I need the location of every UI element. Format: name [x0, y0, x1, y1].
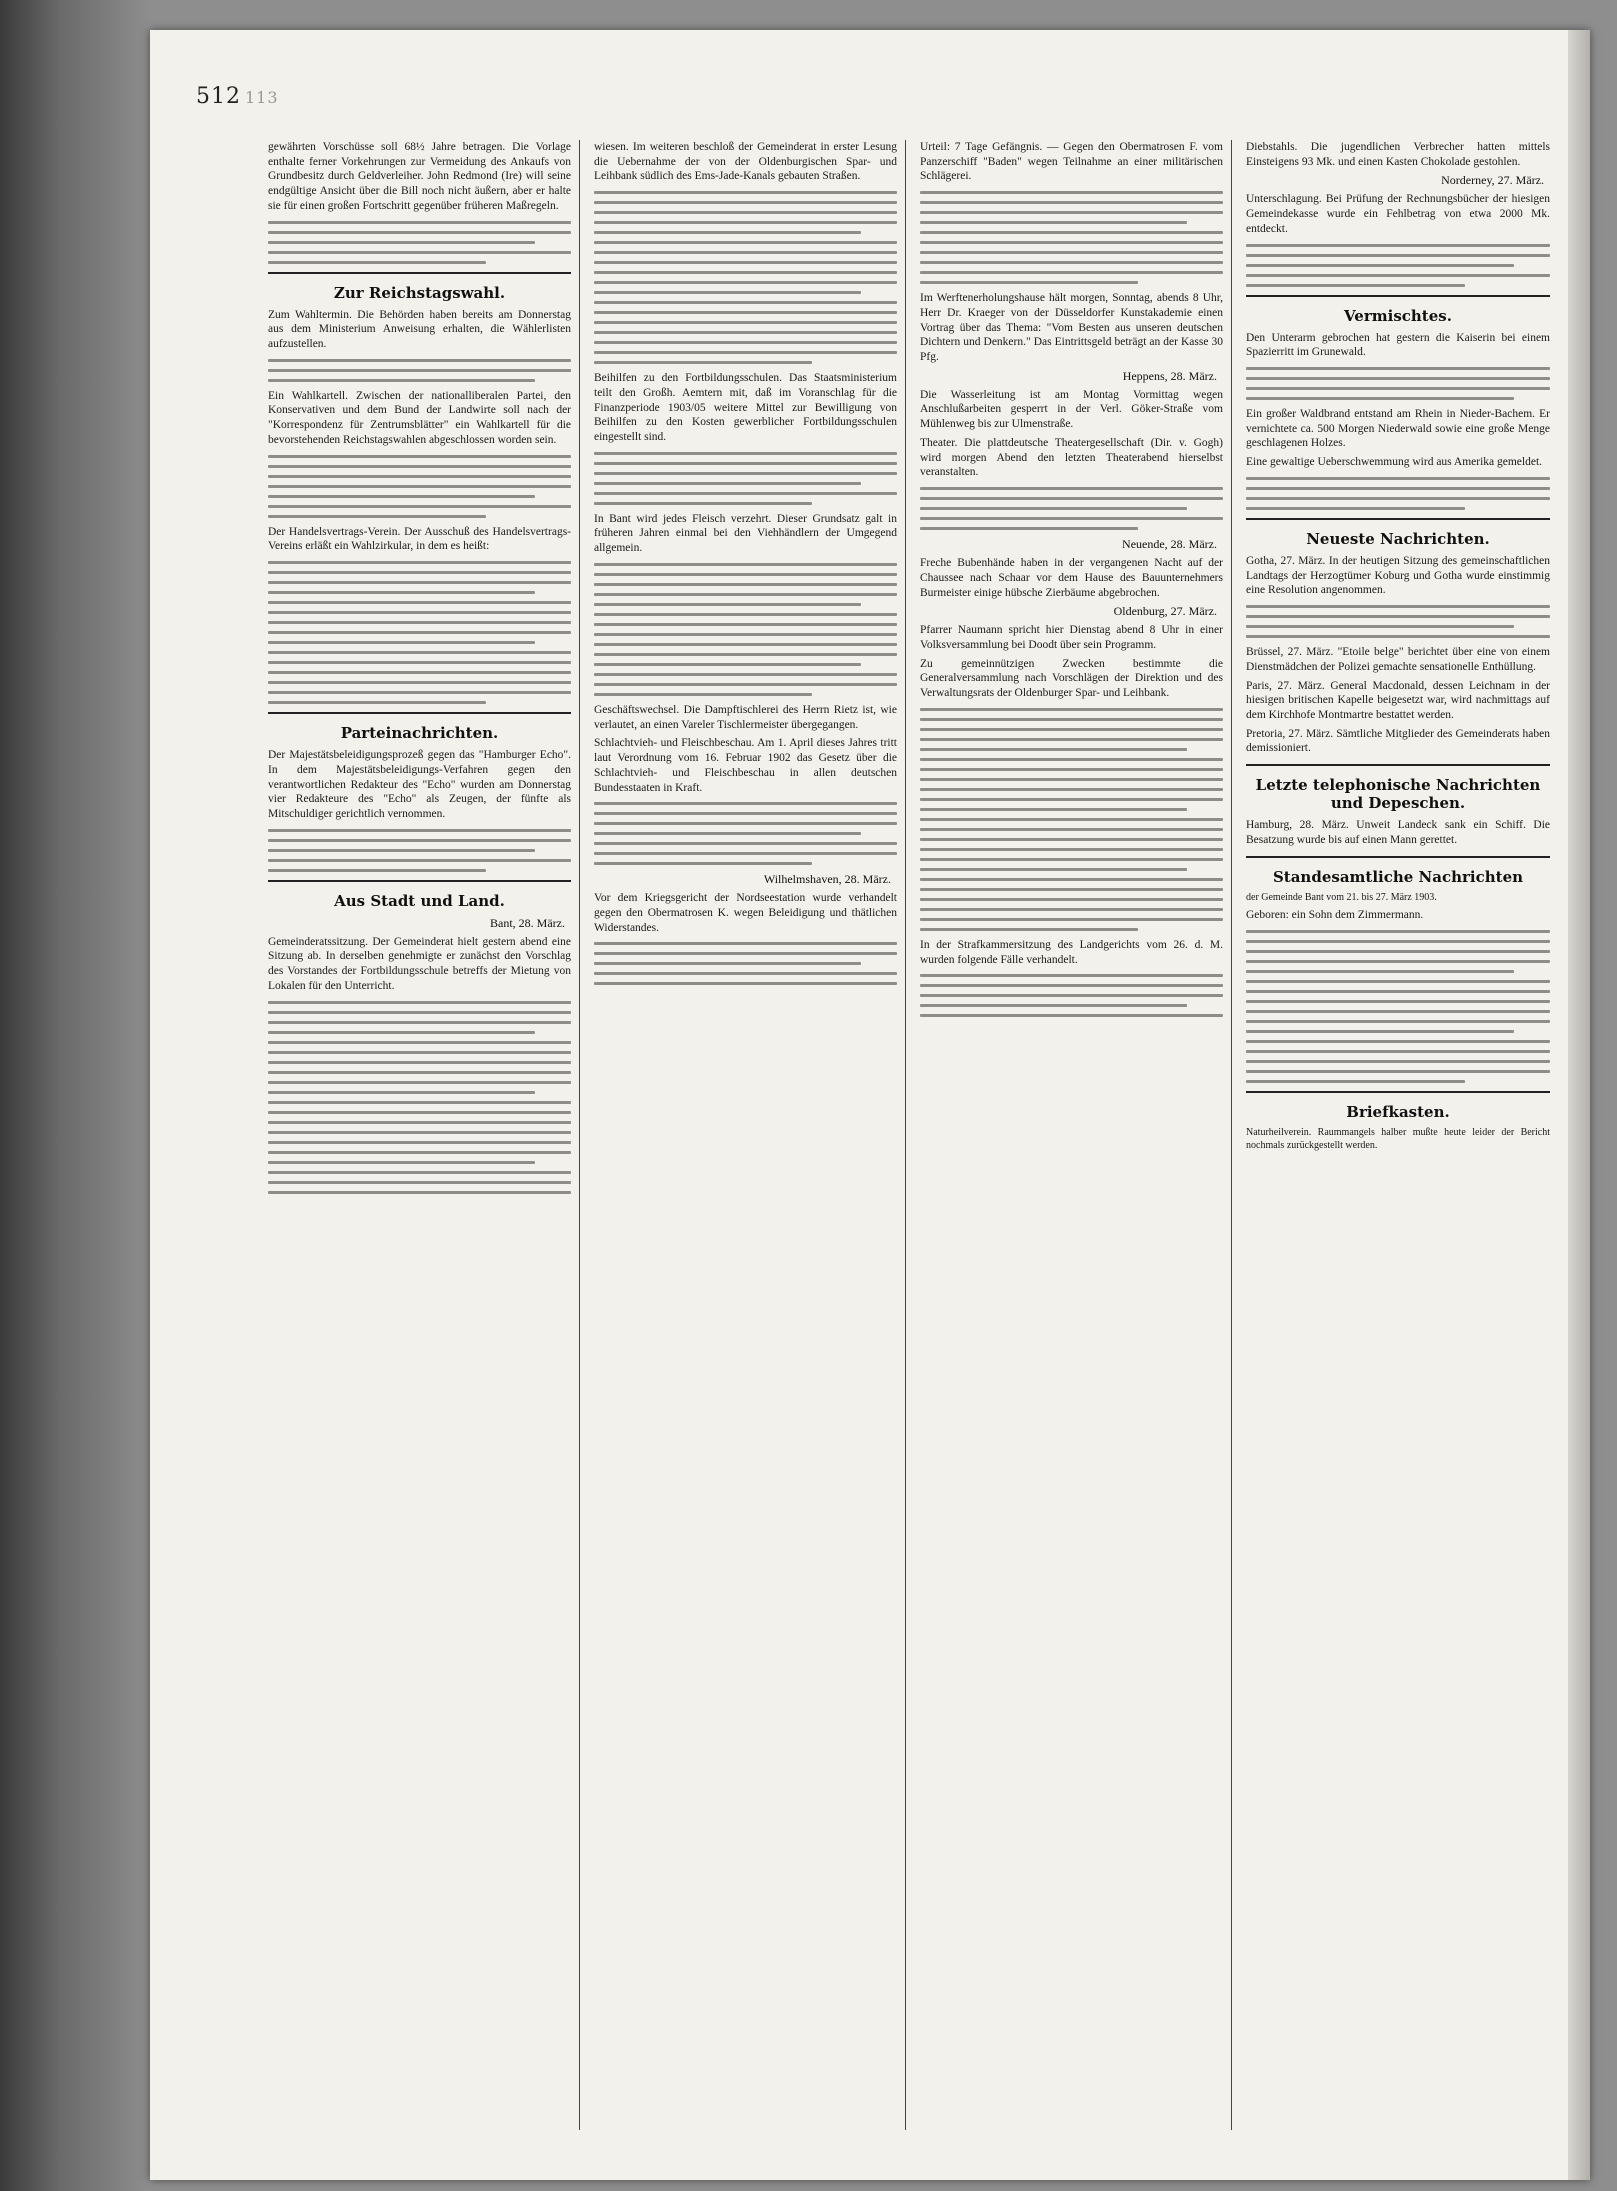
- section-rule: [1246, 295, 1550, 297]
- text-lines: [268, 221, 571, 264]
- section-title: Standesamtliche Nachrichten: [1272, 867, 1524, 886]
- intro-paragraph: gewährten Vorschüsse soll 68½ Jahre betragen. Die Vorlage enthalte ferner Vorkehrungen zur Vermeidung des Ankaufs von Grundbesitz durch Geldverleiher. John Redmond (Ire) will seine endgültige Ansicht über die Bill noch nicht äußern, aber er halte sie für einen großen Fortschritt gegenüber früheren Maßregeln.: [268, 141, 571, 212]
- paragraph: Naturheilverein. Raummangels halber mußte heute leider der Bericht nochmals zurückgestellt werden.: [1246, 1127, 1550, 1151]
- section-title: Aus Stadt und Land.: [334, 891, 505, 910]
- section-rule: [268, 712, 571, 714]
- page-number-value: 512: [196, 84, 241, 109]
- paragraph: Urteil: 7 Tage Gefängnis. — Gegen den Obermatrosen F. vom Panzerschiff "Baden" wegen Teilnahme an einer militärischen Schlägerei.: [920, 141, 1223, 183]
- article-columns: [268, 140, 1558, 2130]
- paragraph: Schlachtvieh- und Fleischbeschau. Am 1. April dieses Jahres tritt laut Verordnung vom 16. Februar 1902 das Gesetz über die Schlachtvieh- und Fleischbeschau in allen deutschen Bundesstaaten in Kraft.: [594, 737, 897, 794]
- dateline: Wilhelmshaven, 28. März.: [763, 872, 891, 887]
- text-lines: [1246, 605, 1550, 638]
- text-lines: [594, 942, 897, 985]
- paragraph: Der Handelsvertrags-Verein. Der Ausschuß des Handelsvertrags-Vereins erläßt ein Wahlzirkular, in dem es heißt:: [268, 525, 571, 553]
- paragraph: Diebstahls. Die jugendlichen Verbrecher hatten mittels Einsteigens 93 Mk. und einen Kasten Chokolade gestohlen.: [1246, 141, 1550, 168]
- section-rule: [268, 272, 571, 274]
- section-title: Neueste Nachrichten.: [1306, 529, 1490, 548]
- paragraph: Zu gemeinnützigen Zwecken bestimmte die Generalversammlung nach Vorschlägen der Direktion und des Verwaltungsrats der Oldenburger Spar- und Leihbank.: [920, 657, 1223, 700]
- dateline: Norderney, 27. März.: [1441, 173, 1544, 188]
- section-title: Letzte telephonische Nachrichten und Depeschen.: [1255, 776, 1541, 813]
- text-lines: [268, 829, 571, 872]
- text-lines: [594, 191, 897, 364]
- text-lines: [920, 487, 1223, 530]
- paragraph: Im Werftenerholungshause hält morgen, Sonntag, abends 8 Uhr, Herr Dr. Kraeger von der Düsseldorfer Kunstakademie einen Vortrag über das Thema: "Vom Besten aus unseren deutschen Dichtern und Denkern." Das Eintrittsgeld beträgt an der Kasse 30 Pfg.: [920, 292, 1223, 364]
- paragraph: Hamburg, 28. März. Unweit Landeck sank ein Schiff. Die Besatzung wurde bis auf einen Mann gerettet.: [1246, 819, 1550, 846]
- text-lines: [594, 802, 897, 865]
- paragraph: Freche Bubenhände haben in der vergangenen Nacht auf der Chaussee nach Schaar vor dem Hause des Bauunternehmers Burmeister einige hübsche Zierbäume abgebrochen.: [920, 557, 1223, 599]
- dateline: Oldenburg, 27. März.: [1113, 604, 1217, 619]
- text-lines: [1246, 367, 1550, 400]
- paragraph: wiesen. Im weiteren beschloß der Gemeinderat in erster Lesung die Uebernahme der von der Oldenburgischen Spar- und Leihbank südlich des Ems-Jade-Kanals gebauten Straßen.: [594, 141, 897, 183]
- paragraph: Den Unterarm gebrochen hat gestern die Kaiserin bei einem Spazierritt im Grunewald.: [1246, 331, 1550, 359]
- section-title: Zur Reichstagswahl.: [333, 283, 506, 302]
- paragraph: Eine gewaltige Ueberschwemmung wird aus Amerika gemeldet.: [1246, 456, 1543, 469]
- column-4: [1246, 140, 1558, 2130]
- column-1: [268, 140, 580, 2130]
- text-lines: [920, 708, 1223, 931]
- text-lines: [594, 452, 897, 505]
- dateline: Neuende, 28. März.: [1122, 537, 1217, 552]
- text-lines: [1246, 244, 1550, 287]
- book-binding: [0, 0, 150, 2191]
- newspaper-page: [150, 30, 1590, 2180]
- section-title: Parteinachrichten.: [340, 724, 499, 743]
- section-rule: [1246, 856, 1550, 858]
- section-title: Briefkasten.: [1346, 1103, 1450, 1122]
- paragraph: Pretoria, 27. März. Sämtliche Mitglieder des Gemeinderats haben demissioniert.: [1246, 727, 1550, 755]
- paragraph: Brüssel, 27. März. "Etoile belge" berichtet über eine von einem Dienstmädchen der Polizei gemachte sensationelle Enthüllung.: [1246, 646, 1550, 673]
- page-number-ghost: 113: [245, 88, 279, 107]
- paragraph: Ein großer Waldbrand entstand am Rhein in Nieder-Bachem. Er vernichtete ca. 500 Morgen Niederwald sowie eine große Menge geschlagenen Holzes.: [1246, 408, 1550, 450]
- paragraph: Zum Wahltermin. Die Behörden haben bereits am Donnerstag aus dem Ministerium Anweisung erhalten, die Wählerlisten aufzustellen.: [268, 308, 571, 351]
- dateline: Heppens, 28. März.: [1122, 368, 1217, 383]
- paragraph: Ein Wahlkartell. Zwischen der nationalliberalen Partei, den Konservativen und dem Bund der Landwirte soll nach der "Korrespondenz für Zentrumsblätter" ein Wahlkartell für die bevorstehenden Reichstagswahlen abgeschlossen worden sein.: [268, 389, 571, 446]
- text-lines: [920, 191, 1223, 284]
- paragraph: Gotha, 27. März. In der heutigen Sitzung des gemeinschaftlichen Landtags der Herzogtümer Koburg und Gotha wurde einstimmig eine Resolution angenommen.: [1246, 554, 1550, 597]
- section-rule: [1246, 1091, 1550, 1093]
- dateline: Bant, 28. März.: [490, 915, 565, 930]
- text-lines: [1246, 477, 1550, 510]
- paragraph: In Bant wird jedes Fleisch verzehrt. Dieser Grundsatz galt in früheren Jahren einmal bei den Viehhändlern der Umgegend allgemein.: [594, 512, 897, 555]
- text-lines: [920, 974, 1223, 1017]
- paragraph: Beihilfen zu den Fortbildungsschulen. Das Staatsministerium teilt den Großh. Aemtern mit, daß im Voranschlag für die Finanzperiode 1903/05 weitere Mittel zur Bewilligung von Beihilfen zu den Kosten gewerblicher Fortbildungsschulen eingestellt sind.: [594, 372, 897, 444]
- paragraph: Die Wasserleitung ist am Montag Vormittag wegen Anschlußarbeiten gesperrt in der Verl. Göker-Straße vom Mühlenweg bis zur Ulmenstraße.: [920, 388, 1223, 431]
- text-lines: [268, 359, 571, 382]
- paragraph: Geboren: ein Sohn dem Zimmermann.: [1246, 909, 1424, 922]
- page-edge: [1568, 30, 1590, 2180]
- section-rule: [1246, 764, 1550, 766]
- paragraph: In der Strafkammersitzung des Landgerichts vom 26. d. M. wurden folgende Fälle verhandelt.: [920, 938, 1223, 966]
- text-lines: [1246, 930, 1550, 1083]
- paragraph: Vor dem Kriegsgericht der Nordseestation wurde verhandelt gegen den Obermatrosen K. wegen Beleidigung und thätlichen Widerstandes.: [594, 892, 897, 934]
- text-lines: [268, 561, 571, 704]
- text-lines: [268, 455, 571, 518]
- section-rule: [268, 880, 571, 882]
- page-number: [196, 84, 279, 109]
- section-subtitle: der Gemeinde Bant vom 21. bis 27. März 1903.: [1246, 891, 1437, 903]
- section-title: Vermischtes.: [1344, 306, 1452, 325]
- column-2: [594, 140, 906, 2130]
- paragraph: Paris, 27. März. General Macdonald, dessen Leichnam in der hiesigen britischen Kapelle beigesetzt war, wird nachmittags auf dem Kirchhofe Montmartre bestattet werden.: [1246, 679, 1550, 721]
- section-rule: [1246, 518, 1550, 520]
- paragraph: Der Majestätsbeleidigungsprozeß gegen das "Hamburger Echo". In dem Majestätsbeleidigungs-Verfahren gegen den verantwortlichen Redakteur des "Echo" wurden am Donnerstag vier Redakteure des "Echo" als Zeugen, der fünfte als Mitschuldiger gerichtlich vernommen.: [268, 749, 571, 820]
- column-3: [920, 140, 1232, 2130]
- text-lines: [594, 563, 897, 696]
- paragraph: Geschäftswechsel. Die Dampftischlerei des Herrn Rietz ist, wie verlautet, an einen Vareler Tischlermeister übergegangen.: [594, 703, 897, 731]
- paragraph: Unterschlagung. Bei Prüfung der Rechnungsbücher der hiesigen Gemeindekasse wurde ein Fehlbetrag von etwa 2000 Mk. entdeckt.: [1246, 193, 1550, 235]
- paragraph: Gemeinderatssitzung. Der Gemeinderat hielt gestern abend eine Sitzung ab. In derselben genehmigte er zunächst den Vorschlag des Vorstandes der Fortbildungsschule betreffs der Mietung von Lokalen für den Unterricht.: [268, 935, 571, 992]
- paragraph: Pfarrer Naumann spricht hier Dienstag abend 8 Uhr in einer Volksversammlung bei Doodt über sein Programm.: [920, 624, 1223, 651]
- text-lines: [268, 1001, 571, 1194]
- paragraph: Theater. Die plattdeutsche Theatergesellschaft (Dir. v. Gogh) wird morgen Abend den letzten Theaterabend hierselbst veranstalten.: [920, 436, 1223, 479]
